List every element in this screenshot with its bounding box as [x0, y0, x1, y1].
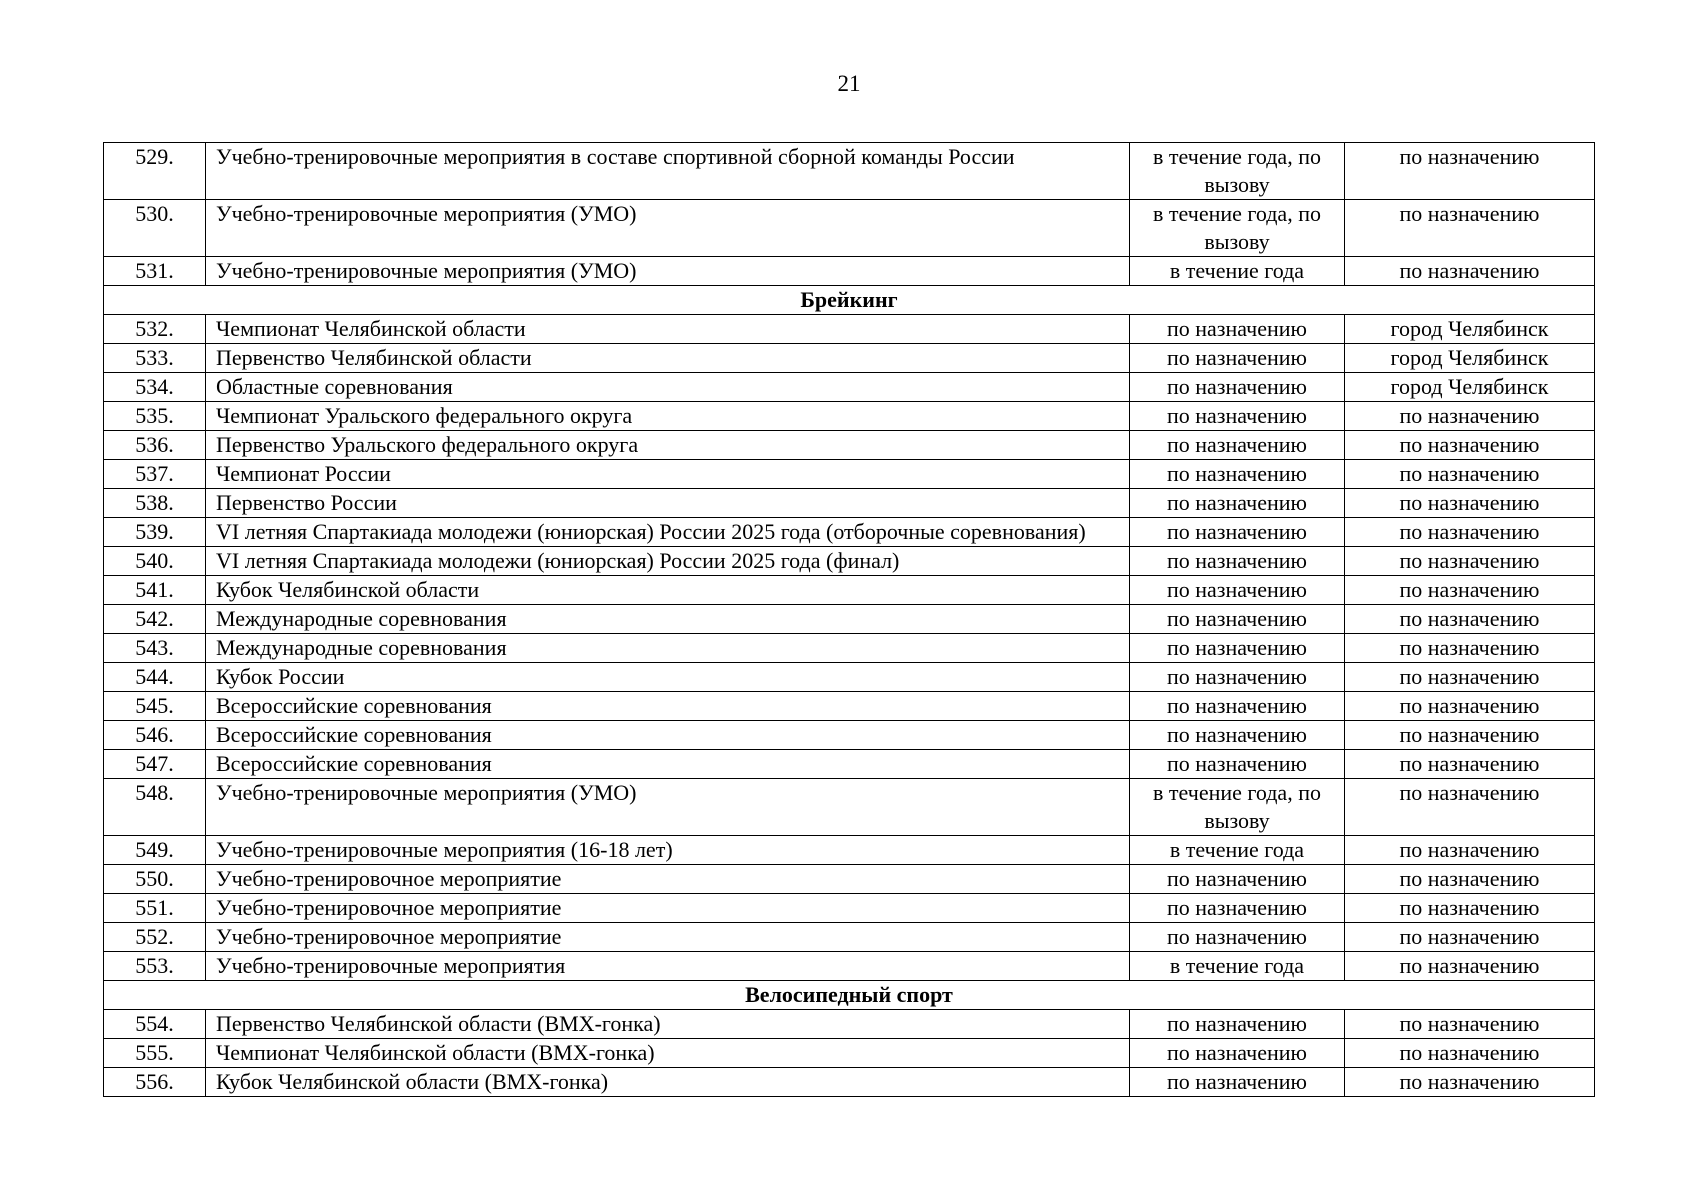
- event-place: по назначению: [1345, 460, 1595, 489]
- row-number: 553.: [104, 952, 206, 981]
- event-date: по назначению: [1130, 721, 1345, 750]
- row-number: 539.: [104, 518, 206, 547]
- row-number: 535.: [104, 402, 206, 431]
- row-number: 549.: [104, 836, 206, 865]
- section-header-row: [104, 286, 1595, 315]
- row-number: 550.: [104, 865, 206, 894]
- event-place: по назначению: [1345, 489, 1595, 518]
- event-date: по назначению: [1130, 634, 1345, 663]
- event-date: по назначению: [1130, 402, 1345, 431]
- event-name: VI летняя Спартакиада молодежи (юниорская) России 2025 года (отборочные соревнования): [206, 518, 1130, 547]
- event-place: по назначению: [1345, 779, 1595, 836]
- row-number: 529.: [104, 143, 206, 200]
- event-name: Кубок Челябинской области: [206, 576, 1130, 605]
- event-date: по назначению: [1130, 923, 1345, 952]
- event-date: в течение года, по вызову: [1130, 200, 1345, 257]
- row-number: 537.: [104, 460, 206, 489]
- row-number: 530.: [104, 200, 206, 257]
- table-row: [104, 865, 1595, 894]
- event-place: по назначению: [1345, 894, 1595, 923]
- event-name: Всероссийские соревнования: [206, 721, 1130, 750]
- event-place: по назначению: [1345, 663, 1595, 692]
- table-row: [104, 489, 1595, 518]
- row-number: 551.: [104, 894, 206, 923]
- event-place: по назначению: [1345, 721, 1595, 750]
- event-name: Международные соревнования: [206, 634, 1130, 663]
- event-date: по назначению: [1130, 692, 1345, 721]
- row-number: 540.: [104, 547, 206, 576]
- event-place: город Челябинск: [1345, 315, 1595, 344]
- event-place: по назначению: [1345, 1039, 1595, 1068]
- event-date: в течение года, по вызову: [1130, 143, 1345, 200]
- row-number: 532.: [104, 315, 206, 344]
- table-row: [104, 547, 1595, 576]
- table-row: [104, 1068, 1595, 1097]
- event-date: по назначению: [1130, 1068, 1345, 1097]
- event-name: Первенство Челябинской области (BMX-гонка): [206, 1010, 1130, 1039]
- event-place: по назначению: [1345, 952, 1595, 981]
- table-row: [104, 460, 1595, 489]
- event-name: Учебно-тренировочное мероприятие: [206, 894, 1130, 923]
- row-number: 538.: [104, 489, 206, 518]
- table-row: [104, 923, 1595, 952]
- row-number: 556.: [104, 1068, 206, 1097]
- event-place: по назначению: [1345, 431, 1595, 460]
- event-date: по назначению: [1130, 344, 1345, 373]
- event-name: Учебно-тренировочное мероприятие: [206, 923, 1130, 952]
- table-row: [104, 1039, 1595, 1068]
- row-number: 536.: [104, 431, 206, 460]
- row-number: 545.: [104, 692, 206, 721]
- event-date: по назначению: [1130, 605, 1345, 634]
- page-number: 21: [837, 71, 861, 96]
- event-name: Всероссийские соревнования: [206, 692, 1130, 721]
- event-date: по назначению: [1130, 460, 1345, 489]
- event-date: в течение года, по вызову: [1130, 779, 1345, 836]
- event-place: по назначению: [1345, 257, 1595, 286]
- event-name: Учебно-тренировочные мероприятия (УМО): [206, 779, 1130, 836]
- table-row: [104, 836, 1595, 865]
- section-header-row: [104, 981, 1595, 1010]
- events-table-body: [104, 143, 1595, 1097]
- table-row: [104, 779, 1595, 836]
- table-row: [104, 431, 1595, 460]
- table-row: [104, 344, 1595, 373]
- table-row: [104, 1010, 1595, 1039]
- table-row: [104, 663, 1595, 692]
- event-date: по назначению: [1130, 489, 1345, 518]
- table-row: [104, 200, 1595, 257]
- event-place: по назначению: [1345, 143, 1595, 200]
- table-row: [104, 373, 1595, 402]
- row-number: 555.: [104, 1039, 206, 1068]
- event-place: по назначению: [1345, 402, 1595, 431]
- table-row: [104, 750, 1595, 779]
- event-name: Чемпионат Челябинской области (BMX-гонка): [206, 1039, 1130, 1068]
- event-name: Первенство Уральского федерального округа: [206, 431, 1130, 460]
- table-row: [104, 634, 1595, 663]
- event-place: по назначению: [1345, 923, 1595, 952]
- event-name: Первенство России: [206, 489, 1130, 518]
- section-title: Брейкинг: [104, 286, 1595, 315]
- event-name: Кубок Челябинской области (BMX-гонка): [206, 1068, 1130, 1097]
- event-date: по назначению: [1130, 865, 1345, 894]
- event-place: по назначению: [1345, 518, 1595, 547]
- table-row: [104, 257, 1595, 286]
- row-number: 541.: [104, 576, 206, 605]
- event-date: по назначению: [1130, 431, 1345, 460]
- event-place: по назначению: [1345, 692, 1595, 721]
- event-date: по назначению: [1130, 315, 1345, 344]
- event-name: Кубок России: [206, 663, 1130, 692]
- event-place: по назначению: [1345, 547, 1595, 576]
- event-place: по назначению: [1345, 634, 1595, 663]
- event-date: по назначению: [1130, 750, 1345, 779]
- table-row: [104, 692, 1595, 721]
- table-row: [104, 721, 1595, 750]
- event-date: по назначению: [1130, 518, 1345, 547]
- event-name: Чемпионат Челябинской области: [206, 315, 1130, 344]
- event-place: город Челябинск: [1345, 373, 1595, 402]
- event-name: Чемпионат России: [206, 460, 1130, 489]
- row-number: 554.: [104, 1010, 206, 1039]
- row-number: 533.: [104, 344, 206, 373]
- event-name: Учебно-тренировочные мероприятия (УМО): [206, 200, 1130, 257]
- event-date: по назначению: [1130, 576, 1345, 605]
- table-row: [104, 315, 1595, 344]
- event-place: по назначению: [1345, 836, 1595, 865]
- event-place: город Челябинск: [1345, 344, 1595, 373]
- row-number: 552.: [104, 923, 206, 952]
- event-place: по назначению: [1345, 750, 1595, 779]
- event-name: Областные соревнования: [206, 373, 1130, 402]
- event-name: Учебно-тренировочные мероприятия в составе спортивной сборной команды России: [206, 143, 1130, 200]
- event-date: в течение года: [1130, 952, 1345, 981]
- event-name: Чемпионат Уральского федерального округа: [206, 402, 1130, 431]
- event-name: Учебно-тренировочные мероприятия (16-18 лет): [206, 836, 1130, 865]
- event-date: по назначению: [1130, 894, 1345, 923]
- row-number: 547.: [104, 750, 206, 779]
- event-date: по назначению: [1130, 663, 1345, 692]
- row-number: 531.: [104, 257, 206, 286]
- event-name: Всероссийские соревнования: [206, 750, 1130, 779]
- table-row: [104, 605, 1595, 634]
- event-place: по назначению: [1345, 605, 1595, 634]
- event-name: Первенство Челябинской области: [206, 344, 1130, 373]
- events-table: [103, 142, 1595, 1097]
- row-number: 543.: [104, 634, 206, 663]
- event-name: VI летняя Спартакиада молодежи (юниорская) России 2025 года (финал): [206, 547, 1130, 576]
- event-date: по назначению: [1130, 547, 1345, 576]
- event-place: по назначению: [1345, 1068, 1595, 1097]
- event-name: Учебно-тренировочное мероприятие: [206, 865, 1130, 894]
- event-name: Международные соревнования: [206, 605, 1130, 634]
- event-date: в течение года: [1130, 836, 1345, 865]
- table-row: [104, 518, 1595, 547]
- row-number: 546.: [104, 721, 206, 750]
- event-place: по назначению: [1345, 1010, 1595, 1039]
- table-row: [104, 894, 1595, 923]
- event-place: по назначению: [1345, 865, 1595, 894]
- event-date: по назначению: [1130, 373, 1345, 402]
- row-number: 548.: [104, 779, 206, 836]
- table-row: [104, 402, 1595, 431]
- event-date: по назначению: [1130, 1039, 1345, 1068]
- event-place: по назначению: [1345, 576, 1595, 605]
- event-date: по назначению: [1130, 1010, 1345, 1039]
- event-name: Учебно-тренировочные мероприятия: [206, 952, 1130, 981]
- section-title: Велосипедный спорт: [104, 981, 1595, 1010]
- row-number: 542.: [104, 605, 206, 634]
- table-row: [104, 143, 1595, 200]
- row-number: 534.: [104, 373, 206, 402]
- event-date: в течение года: [1130, 257, 1345, 286]
- table-row: [104, 952, 1595, 981]
- table-row: [104, 576, 1595, 605]
- row-number: 544.: [104, 663, 206, 692]
- event-name: Учебно-тренировочные мероприятия (УМО): [206, 257, 1130, 286]
- event-place: по назначению: [1345, 200, 1595, 257]
